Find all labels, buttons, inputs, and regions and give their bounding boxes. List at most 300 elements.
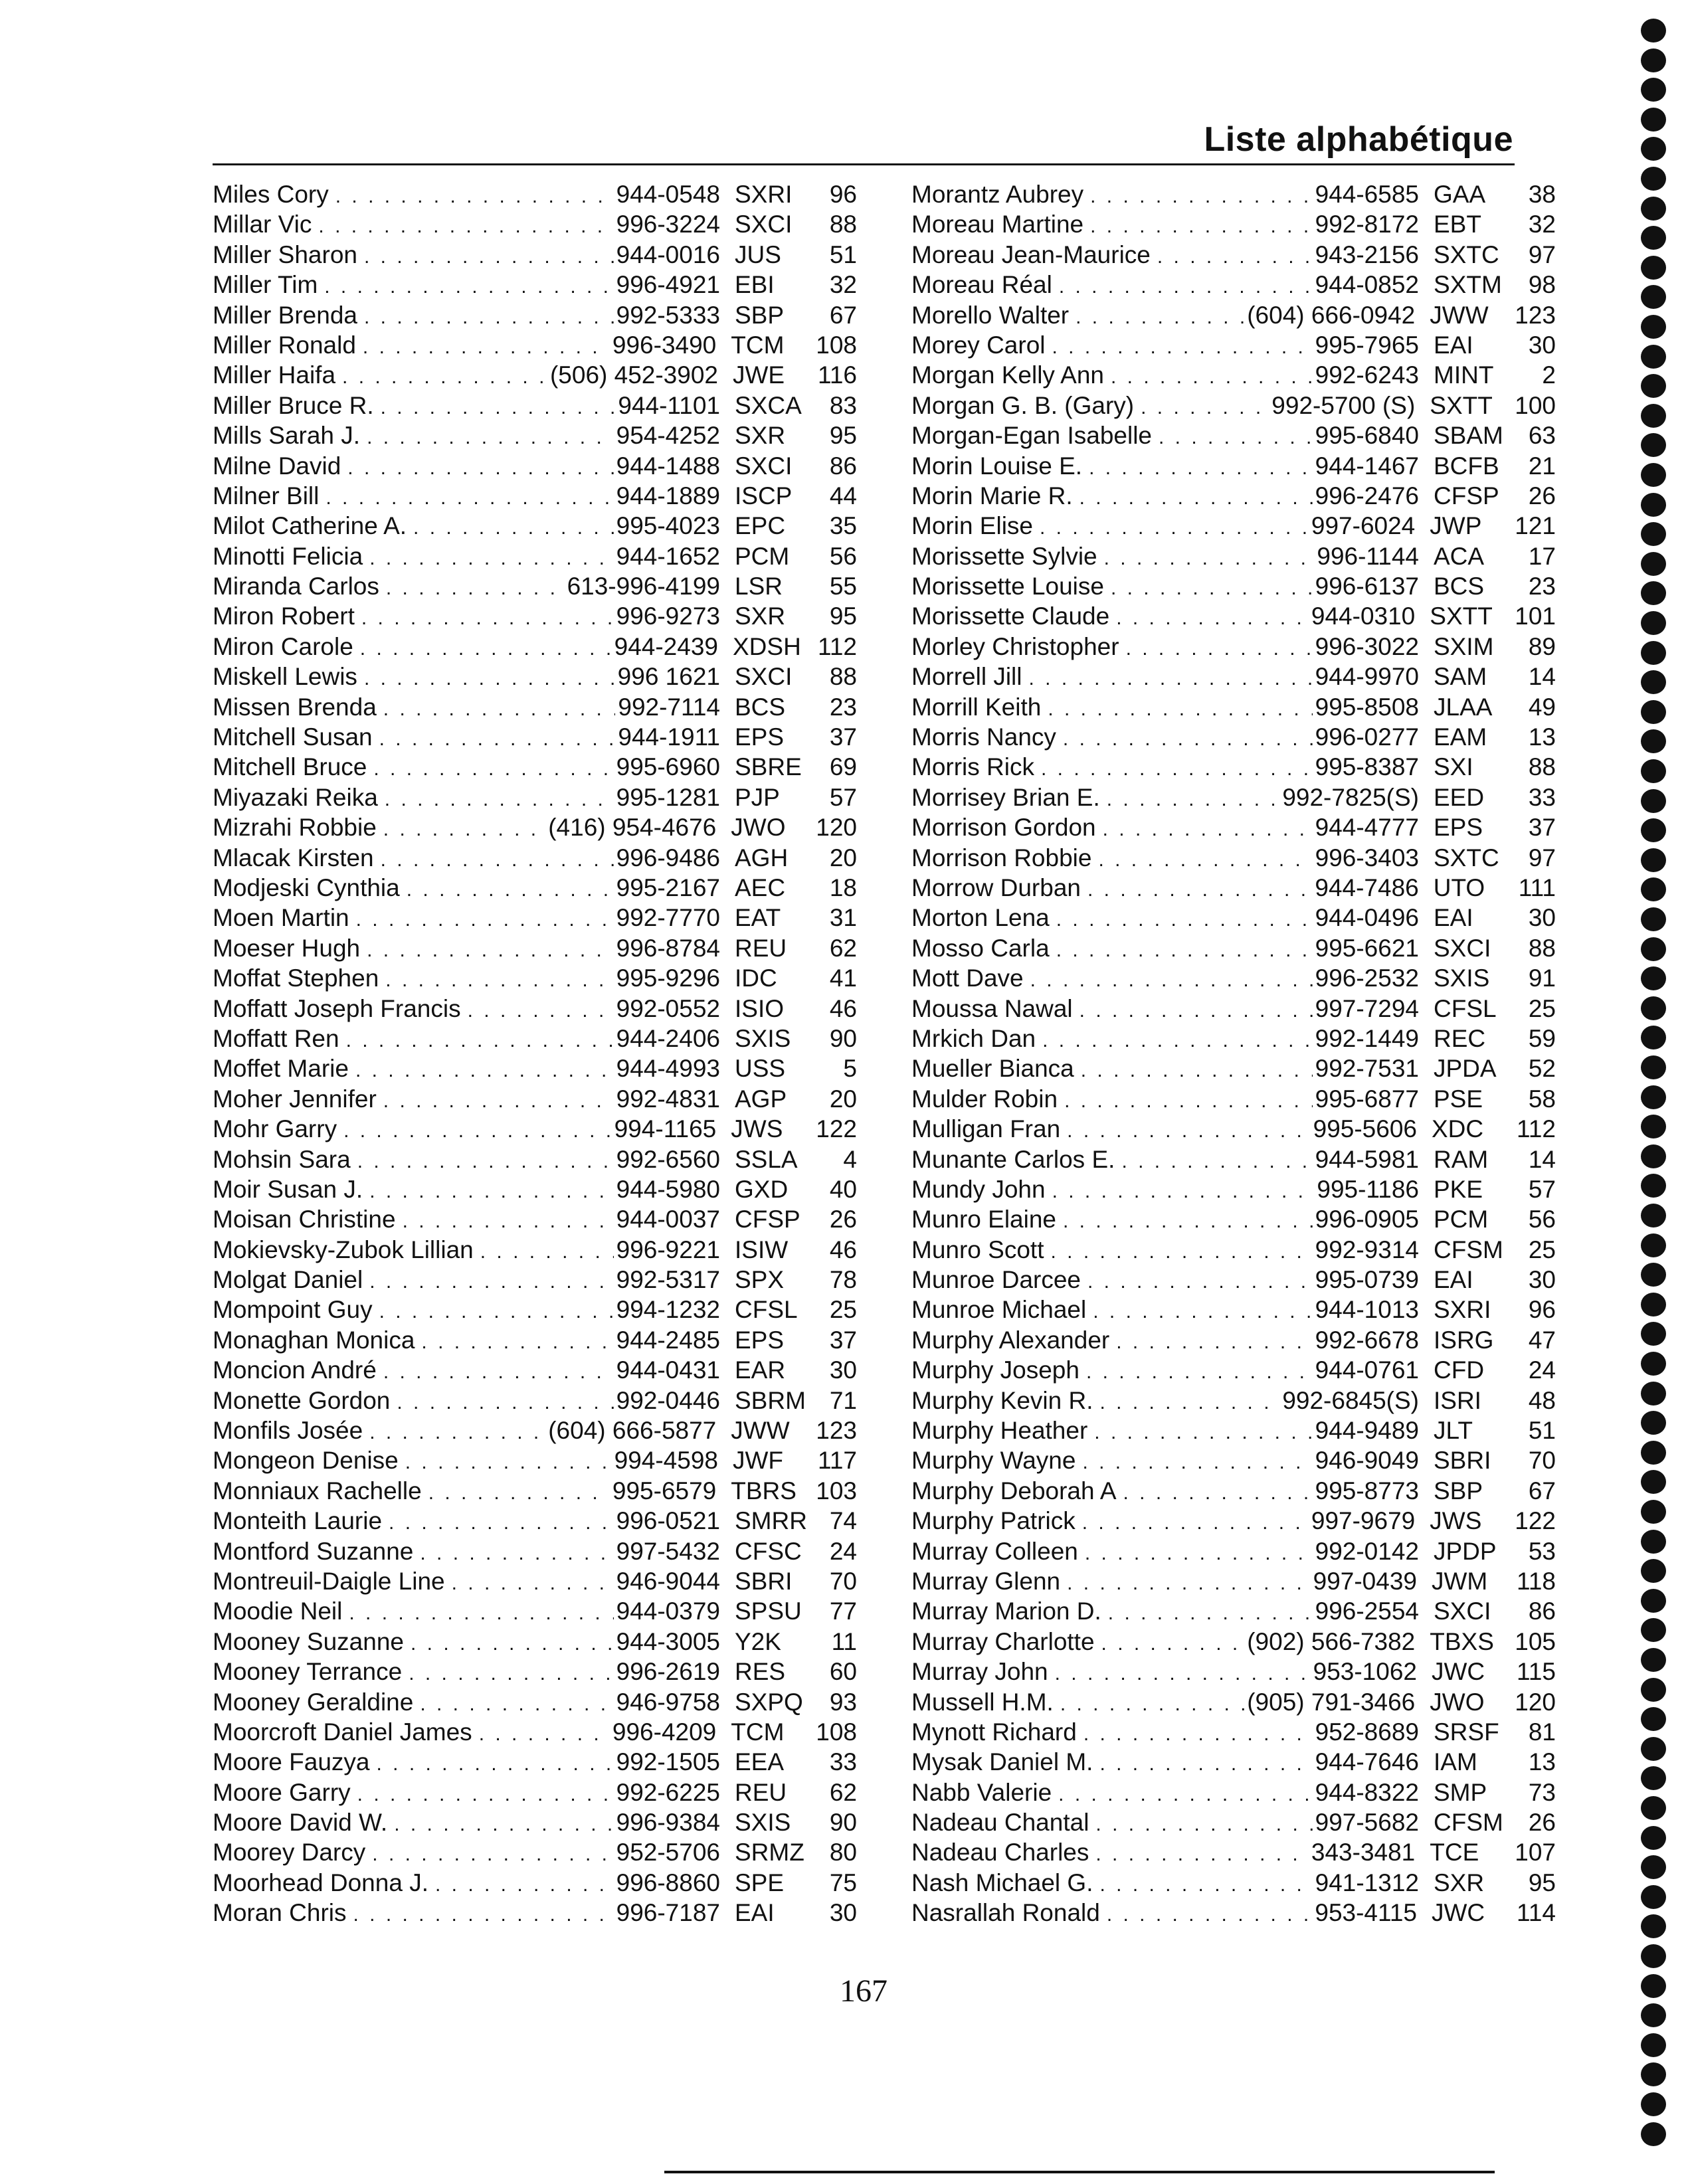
- directory-entry: [213, 1777, 857, 1807]
- entry-name-wrap: [213, 1657, 616, 1688]
- directory-entry: [213, 933, 857, 963]
- dot-leader: [1050, 1237, 1312, 1267]
- entry-phone: 944-1652: [616, 542, 720, 570]
- entry-name: Molgat Daniel: [213, 1266, 363, 1294]
- dot-leader: [1157, 242, 1313, 272]
- dot-leader: [369, 1417, 545, 1447]
- dot-leader: [1056, 905, 1313, 935]
- dot-leader: [369, 543, 613, 573]
- directory-entry: [911, 451, 1556, 481]
- entry-name: Murray Charlotte: [911, 1627, 1095, 1655]
- entry-phone: 944-0310: [1311, 602, 1416, 630]
- entry-code: SXCI: [735, 211, 793, 238]
- entry-name-wrap: [213, 782, 616, 814]
- directory-entry: [213, 179, 857, 209]
- dot-leader: [421, 1327, 613, 1357]
- dot-leader: [372, 1839, 613, 1869]
- entry-code: SBRM: [735, 1386, 806, 1414]
- directory-entry: [213, 391, 857, 420]
- entry-name-wrap: [213, 330, 612, 362]
- entry-phone: 996-2619: [616, 1658, 720, 1686]
- entry-code: IAM: [1434, 1748, 1477, 1776]
- entry-code: TCM: [731, 1718, 785, 1746]
- entry-phone: 992-6678: [1315, 1326, 1419, 1354]
- entry-name-wrap: [911, 752, 1315, 784]
- entry-phone: 995-2167: [616, 873, 720, 901]
- binding-hole-icon: [1641, 1382, 1666, 1406]
- entry-phone: 995-5606: [1313, 1115, 1417, 1143]
- entry-name: Morissette Sylvie: [911, 542, 1097, 570]
- entry-code: BCS: [735, 693, 786, 721]
- entry-code: CFSC: [735, 1537, 802, 1565]
- entry-name-wrap: [911, 511, 1311, 543]
- entry-page: 95: [1528, 1868, 1556, 1896]
- entry-phone: 995-7965: [1315, 331, 1419, 359]
- entry-page: 53: [1528, 1537, 1556, 1565]
- entry-page: 96: [829, 181, 857, 208]
- dot-leader: [1104, 543, 1315, 573]
- entry-name: Morton Lena: [911, 904, 1050, 932]
- dot-leader: [1067, 1568, 1310, 1598]
- entry-phone: 944-7486: [1315, 873, 1419, 901]
- entry-code: JWM: [1432, 1567, 1488, 1595]
- dot-leader: [369, 1267, 613, 1297]
- entry-code: SBRI: [1434, 1447, 1491, 1475]
- dot-leader: [1067, 1116, 1310, 1146]
- binding-hole-icon: [1641, 433, 1666, 457]
- entry-page: 70: [1528, 1447, 1556, 1475]
- entry-page: 57: [1528, 1175, 1556, 1203]
- dot-leader: [318, 211, 613, 241]
- entry-name: Mynott Richard: [911, 1718, 1077, 1746]
- entry-name: Munante Carlos E.: [911, 1145, 1115, 1173]
- entry-name: Munroe Darcee: [911, 1266, 1081, 1294]
- entry-name-wrap: [911, 662, 1315, 693]
- directory-entry: [213, 1837, 857, 1867]
- entry-code: JWO: [731, 814, 786, 842]
- dot-leader: [1100, 1388, 1280, 1417]
- entry-page: 31: [829, 904, 857, 932]
- entry-name-wrap: [911, 420, 1315, 452]
- dot-leader: [364, 242, 614, 272]
- dot-leader: [1059, 272, 1313, 302]
- entry-name: Murphy Alexander: [911, 1326, 1110, 1354]
- entry-phone: 944-2439: [614, 632, 718, 660]
- entry-page: 108: [816, 1718, 857, 1746]
- entry-page: 88: [1528, 753, 1556, 781]
- entry-name: Moisan Christine: [213, 1206, 396, 1233]
- entry-code: EPS: [1434, 814, 1483, 842]
- entry-phone: 997-5682: [1315, 1809, 1419, 1837]
- dot-leader: [1107, 784, 1280, 814]
- entry-code: SRSF: [1434, 1718, 1499, 1746]
- entry-name: Miranda Carlos: [213, 573, 379, 600]
- entry-name-wrap: [911, 1355, 1315, 1387]
- entry-name: Moussa Nawal: [911, 994, 1073, 1022]
- entry-name-wrap: [213, 1566, 616, 1598]
- dot-leader: [381, 845, 614, 875]
- dot-leader: [346, 1026, 614, 1055]
- entry-name-wrap: [911, 1536, 1315, 1568]
- entry-code: JWF: [733, 1447, 784, 1475]
- entry-phone: 944-9970: [1315, 663, 1419, 691]
- entry-phone: 992-1505: [616, 1748, 720, 1776]
- entry-name: Morrison Gordon: [911, 814, 1096, 842]
- entry-page: 20: [829, 1085, 857, 1113]
- entry-phone: 944-0037: [616, 1206, 720, 1233]
- binding-hole-icon: [1641, 1737, 1666, 1761]
- entry-phone: 996-9486: [616, 844, 720, 871]
- footer-rule: [664, 2171, 1495, 2173]
- entry-name-wrap: [911, 1476, 1315, 1508]
- entry-phone: 996-3490: [612, 331, 717, 359]
- entry-name: Nasrallah Ronald: [911, 1899, 1100, 1927]
- directory-entry: [911, 1024, 1556, 1053]
- directory-entry: [213, 1747, 857, 1777]
- entry-code: PCM: [735, 542, 790, 570]
- directory-entry: [911, 1777, 1556, 1807]
- entry-code: SMP: [1434, 1778, 1487, 1806]
- entry-phone: 944-8322: [1315, 1778, 1419, 1806]
- entry-name: Monfils Josée: [213, 1417, 363, 1445]
- entry-name-wrap: [911, 1627, 1247, 1659]
- directory-entry: [911, 1355, 1556, 1385]
- dot-leader: [1098, 845, 1312, 875]
- entry-name-wrap: [213, 1174, 616, 1206]
- entry-code: SXRI: [1434, 1296, 1491, 1324]
- dot-leader: [324, 272, 613, 302]
- entry-page: 107: [1515, 1839, 1556, 1866]
- dot-leader: [1089, 453, 1313, 483]
- entry-page: 112: [1517, 1115, 1556, 1143]
- entry-page: 120: [1515, 1688, 1556, 1716]
- entry-code: BCS: [1434, 573, 1485, 600]
- entry-code: JPDA: [1434, 1055, 1497, 1083]
- entry-name: Mussell H.M.: [911, 1688, 1054, 1716]
- binding-hole-icon: [1641, 729, 1666, 753]
- entry-phone: 941-1312: [1315, 1868, 1419, 1896]
- entry-code: SXR: [1434, 1868, 1485, 1896]
- entry-code: RES: [735, 1658, 786, 1686]
- entry-phone: 946-9044: [616, 1567, 720, 1595]
- entry-code: GAA: [1434, 181, 1486, 208]
- entry-code: SXCI: [735, 663, 793, 691]
- entry-page: 105: [1515, 1627, 1556, 1655]
- directory-entry: [213, 1687, 857, 1717]
- directory-entry: [911, 1204, 1556, 1234]
- entry-name: Minotti Felicia: [213, 542, 363, 570]
- entry-name-wrap: [911, 692, 1315, 724]
- entry-name-wrap: [911, 782, 1282, 814]
- entry-name-wrap: [213, 1807, 616, 1839]
- entry-page: 101: [1515, 602, 1556, 630]
- entry-name-wrap: [213, 300, 616, 332]
- entry-page: 33: [829, 1748, 857, 1776]
- entry-phone: 992-7114: [618, 693, 720, 721]
- dot-leader: [1099, 1749, 1312, 1779]
- directory-entry: [911, 1295, 1556, 1324]
- binding-hole-icon: [1641, 167, 1666, 191]
- directory-entry: [213, 1325, 857, 1355]
- entry-name-wrap: [213, 391, 618, 422]
- entry-phone: 997-5432: [616, 1537, 720, 1565]
- directory-entry: [911, 1235, 1556, 1265]
- entry-name-wrap: [213, 1386, 616, 1417]
- entry-phone: 996 1621: [617, 663, 720, 691]
- binding-hole-icon: [1641, 1204, 1666, 1228]
- entry-name-wrap: [213, 179, 616, 211]
- binding-hole-icon: [1641, 877, 1666, 901]
- entry-name: Morissette Claude: [911, 602, 1110, 630]
- entry-page: 38: [1528, 181, 1556, 208]
- directory-entry: [213, 1868, 857, 1898]
- entry-page: 37: [829, 1326, 857, 1354]
- entry-phone: (902) 566-7382: [1247, 1627, 1416, 1655]
- dot-leader: [1056, 935, 1313, 965]
- entry-phone: 992-7531: [1315, 1055, 1419, 1083]
- binding-hole-icon: [1641, 966, 1666, 990]
- entry-page: 26: [1528, 1809, 1556, 1837]
- entry-phone: 995-8387: [1315, 753, 1419, 781]
- dot-leader: [1060, 1689, 1244, 1719]
- entry-code: EPC: [735, 512, 786, 540]
- binding-hole-icon: [1641, 670, 1666, 694]
- dot-leader: [349, 1598, 613, 1628]
- directory-entry: [911, 541, 1556, 571]
- entry-page: 116: [818, 361, 857, 389]
- binding-hole-icon: [1641, 1589, 1666, 1613]
- entry-phone: (604) 666-5877: [548, 1417, 717, 1445]
- entry-code: SBRI: [735, 1567, 793, 1595]
- entry-name: Morantz Aubrey: [911, 181, 1084, 208]
- entry-phone: 944-2406: [616, 1024, 720, 1052]
- directory-entry: [911, 1476, 1556, 1506]
- entry-page: 69: [829, 753, 857, 781]
- directory-entry: [213, 722, 857, 752]
- entry-name-wrap: [911, 1506, 1311, 1538]
- entry-phone: 944-6585: [1315, 181, 1419, 208]
- entry-name: Miskell Lewis: [213, 663, 357, 691]
- entry-code: CFSM: [1434, 1235, 1503, 1263]
- entry-phone: 992-0142: [1315, 1537, 1419, 1565]
- entry-phone: 996-4209: [612, 1718, 717, 1746]
- binding-hole-icon: [1641, 1470, 1666, 1494]
- entry-phone: 992-7825(S): [1282, 783, 1419, 811]
- entry-phone: 954-4252: [616, 422, 720, 450]
- entry-name: Mrkich Dan: [911, 1024, 1036, 1052]
- dot-leader: [1081, 1055, 1313, 1085]
- entry-page: 30: [1528, 331, 1556, 359]
- entry-code: EED: [1434, 783, 1485, 811]
- entry-page: 100: [1515, 391, 1556, 419]
- binding-hole-icon: [1641, 256, 1666, 280]
- entry-name-wrap: [213, 601, 616, 633]
- entry-code: EBI: [735, 271, 775, 299]
- directory-entry: [213, 420, 857, 450]
- entry-phone: 995-6840: [1315, 422, 1419, 450]
- entry-code: SPE: [735, 1868, 785, 1896]
- directory-entry: [911, 1837, 1556, 1867]
- entry-phone: 994-4598: [614, 1447, 718, 1475]
- binding-hole-icon: [1641, 1441, 1666, 1465]
- entry-name: Morris Rick: [911, 753, 1034, 781]
- entry-page: 108: [816, 331, 857, 359]
- entry-name-wrap: [213, 481, 616, 513]
- directory-entry: [911, 1053, 1556, 1083]
- entry-phone: 992-1449: [1315, 1024, 1419, 1052]
- entry-name: Miron Robert: [213, 602, 355, 630]
- entry-page: 120: [816, 814, 857, 842]
- entry-code: IDC: [735, 964, 777, 992]
- page-number: 167: [840, 1973, 888, 2009]
- directory-entry: [213, 209, 857, 239]
- entry-name-wrap: [213, 1084, 616, 1116]
- entry-code: TBXS: [1430, 1627, 1494, 1655]
- entry-phone: 992-8172: [1315, 211, 1419, 238]
- dot-leader: [383, 1086, 614, 1116]
- entry-phone: 996-6137: [1315, 573, 1419, 600]
- entry-code: EAI: [735, 1899, 775, 1927]
- entry-phone: 944-0548: [616, 181, 720, 208]
- binding-hole-icon: [1641, 108, 1666, 132]
- directory-entry: [911, 209, 1556, 239]
- entry-name-wrap: [213, 903, 616, 935]
- entry-page: 114: [1517, 1899, 1556, 1927]
- entry-phone: 613-996-4199: [567, 573, 720, 600]
- entry-phone: 944-0016: [616, 240, 720, 268]
- entry-name-wrap: [213, 1265, 616, 1297]
- binding-hole-icon: [1641, 1914, 1666, 1938]
- dot-leader: [411, 1629, 614, 1659]
- dot-leader: [397, 1388, 613, 1417]
- entry-phone: 944-1911: [618, 723, 720, 751]
- binding-hole-icon: [1641, 937, 1666, 961]
- entry-page: 56: [1528, 1206, 1556, 1233]
- entry-name: Moffatt Ren: [213, 1024, 339, 1052]
- dot-leader: [385, 784, 614, 814]
- entry-code: SMRR: [735, 1507, 807, 1535]
- directory-entry: [911, 722, 1556, 752]
- entry-code: PJP: [735, 783, 780, 811]
- directory-entry: [213, 270, 857, 300]
- dot-leader: [1042, 1026, 1313, 1055]
- dot-leader: [1030, 965, 1313, 995]
- entry-name-wrap: [911, 812, 1315, 844]
- directory-entry: [911, 1415, 1556, 1445]
- directory-entry: [213, 752, 857, 782]
- binding-hole-icon: [1641, 19, 1666, 43]
- entry-page: 23: [1528, 573, 1556, 600]
- entry-phone: 992-6243: [1315, 361, 1419, 389]
- entry-page: 30: [829, 1356, 857, 1384]
- entry-page: 24: [1528, 1356, 1556, 1384]
- binding-hole-icon: [1641, 1174, 1666, 1198]
- entry-name: Morin Elise: [911, 512, 1033, 540]
- entry-page: 103: [816, 1477, 857, 1504]
- entry-name-wrap: [213, 420, 616, 452]
- directory-entry: [911, 1687, 1556, 1717]
- dot-leader: [1048, 694, 1312, 724]
- entry-code: SPSU: [735, 1597, 802, 1625]
- entry-phone: 997-0439: [1313, 1567, 1417, 1595]
- entry-phone: 995-6621: [1315, 934, 1419, 962]
- binding-hole-icon: [1641, 463, 1666, 487]
- entry-name-wrap: [213, 1627, 616, 1659]
- binding-hole-icon: [1641, 1974, 1666, 1998]
- entry-name: Mills Sarah J.: [213, 422, 361, 450]
- directory-entry: [213, 1415, 857, 1445]
- entry-name-wrap: [911, 843, 1315, 875]
- dot-leader: [1107, 1900, 1313, 1930]
- directory-entry: [213, 782, 857, 812]
- entry-code: EAI: [1434, 904, 1473, 932]
- entry-phone: 952-5706: [616, 1839, 720, 1866]
- entry-name: Mizrahi Robbie: [213, 814, 377, 842]
- entry-name-wrap: [911, 1596, 1315, 1628]
- entry-name: Mulder Robin: [911, 1085, 1058, 1113]
- entry-name: Moorey Darcy: [213, 1839, 366, 1866]
- entry-code: SXRI: [735, 181, 793, 208]
- directory-entry: [213, 1536, 857, 1566]
- entry-name-wrap: [911, 1837, 1311, 1869]
- entry-code: JUS: [735, 240, 781, 268]
- dot-leader: [385, 965, 613, 995]
- dot-leader: [1085, 1538, 1313, 1568]
- entry-name: Morrell Jill: [911, 663, 1022, 691]
- directory-entry: [911, 300, 1556, 330]
- directory-entry: [911, 1657, 1556, 1686]
- entry-name: Moreau Martine: [911, 211, 1084, 238]
- entry-phone: 944-1101: [618, 391, 720, 419]
- entry-name-wrap: [213, 1506, 616, 1538]
- binding-hole-icon: [1641, 1115, 1666, 1138]
- directory-entry: [911, 1747, 1556, 1777]
- entry-phone: 997-7294: [1315, 994, 1419, 1022]
- entry-phone: 992-4831: [616, 1085, 720, 1113]
- binding-hole-icon: [1641, 1766, 1666, 1790]
- entry-code: CFSP: [1434, 482, 1499, 509]
- directory-entry: [213, 632, 857, 662]
- entry-code: SXCI: [735, 452, 793, 480]
- entry-code: RAM: [1434, 1145, 1489, 1173]
- entry-name-wrap: [213, 360, 550, 392]
- directory-entry: [213, 903, 857, 933]
- entry-name-wrap: [911, 1084, 1315, 1116]
- entry-phone: 944-7646: [1315, 1748, 1419, 1776]
- entry-name: Moreau Jean-Maurice: [911, 240, 1151, 268]
- entry-page: 83: [829, 391, 857, 419]
- directory-entry: [213, 1717, 857, 1747]
- dot-leader: [363, 332, 610, 362]
- directory-entry: [213, 1144, 857, 1174]
- entry-page: 51: [829, 240, 857, 268]
- entry-name: Mysak Daniel M.: [911, 1748, 1093, 1776]
- entry-page: 13: [1528, 723, 1556, 751]
- entry-code: ISIW: [735, 1235, 789, 1263]
- entry-name: Montreuil-Daigle Line: [213, 1567, 445, 1595]
- entry-code: CFD: [1434, 1356, 1485, 1384]
- entry-page: 57: [829, 783, 857, 811]
- entry-name: Morin Louise E.: [911, 452, 1083, 480]
- directory-entry: [213, 1174, 857, 1204]
- entry-page: 98: [1528, 271, 1556, 299]
- binding-hole-icon: [1641, 1796, 1666, 1820]
- dot-leader: [1083, 1719, 1313, 1749]
- dot-leader: [479, 1719, 610, 1749]
- entry-page: 33: [1528, 783, 1556, 811]
- entry-name: Nabb Valerie: [911, 1778, 1052, 1806]
- entry-page: 88: [829, 211, 857, 238]
